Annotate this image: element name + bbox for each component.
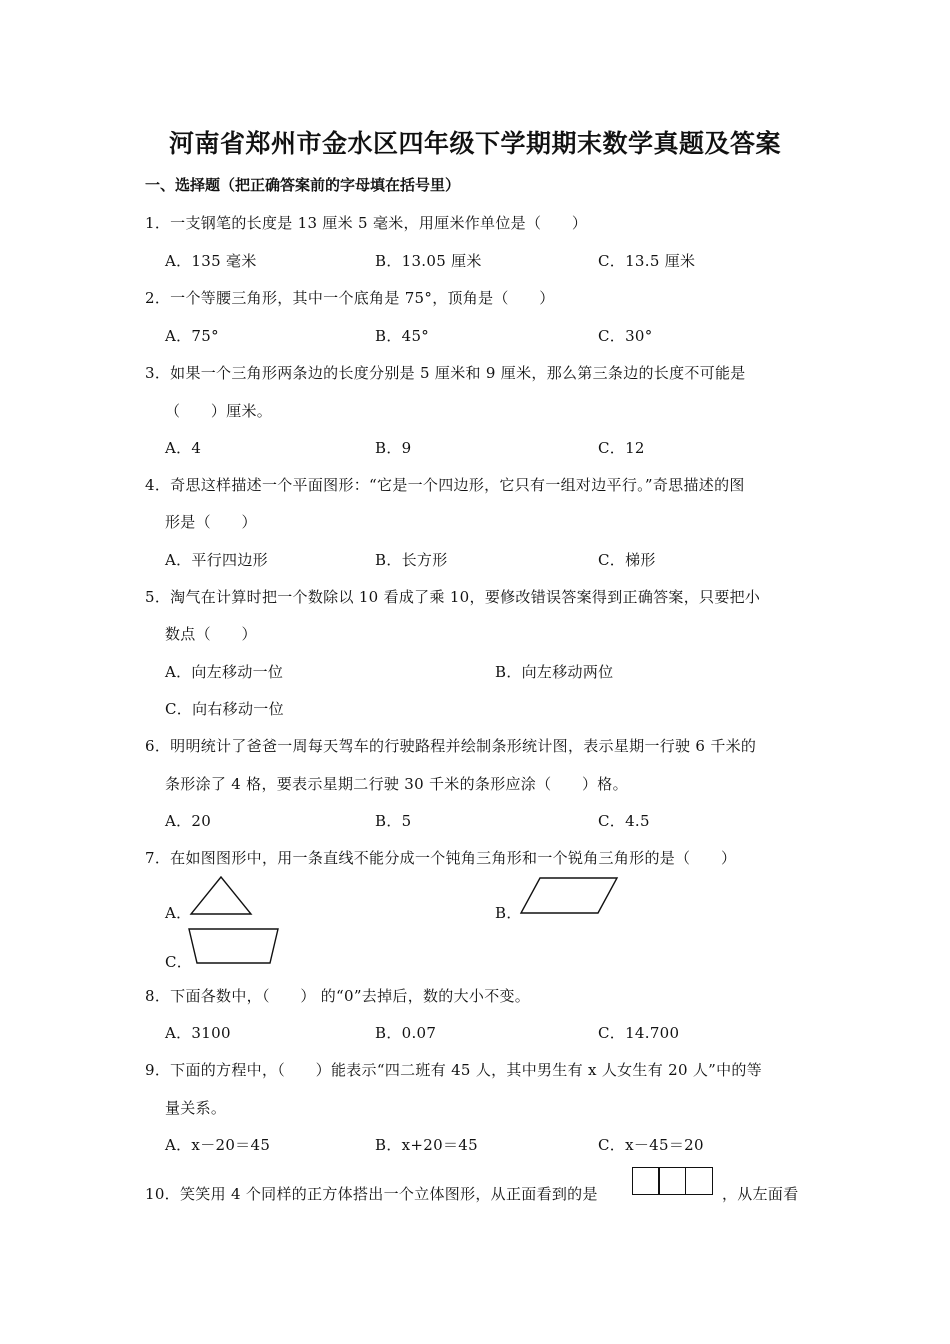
front-view-cell <box>658 1167 686 1195</box>
q8-option-b[interactable]: B．0.07 <box>375 1024 437 1042</box>
q5-option-a[interactable]: A．向左移动一位 <box>165 663 284 681</box>
q5-option-c[interactable]: C．向右移动一位 <box>165 700 284 718</box>
page-title: 河南省郑州市金水区四年级下学期期末数学真题及答案 <box>168 129 781 158</box>
q3-option-b[interactable]: B．9 <box>375 439 412 457</box>
question-9-cont: 量关系。 <box>165 1099 227 1117</box>
front-view-cell <box>685 1167 713 1195</box>
trapezoid-icon <box>186 926 282 966</box>
parallelogram-icon <box>518 876 620 916</box>
q5-option-b[interactable]: B．向左移动两位 <box>495 663 614 681</box>
question-1: 1．一支钢笔的长度是 13 厘米 5 毫米，用厘米作单位是（ ） <box>145 214 588 232</box>
q1-option-a[interactable]: A．135 毫米 <box>165 252 257 270</box>
q1-option-b[interactable]: B．13.05 厘米 <box>375 252 482 270</box>
question-5-cont: 数点（ ） <box>165 625 257 643</box>
question-5: 5．淘气在计算时把一个数除以 10 看成了乘 10，要修改错误答案得到正确答案，只要把小 <box>145 588 761 606</box>
question-4-cont: 形是（ ） <box>165 513 257 531</box>
question-3-cont: （ ）厘米。 <box>165 402 273 420</box>
question-10: 10．笑笑用 4 个同样的正方体搭出一个立体图形，从正面看到的是 <box>145 1185 598 1203</box>
q9-option-b[interactable]: B．x+20＝45 <box>375 1136 478 1154</box>
question-9: 9．下面的方程中，（ ）能表示“四二班有 45 人，其中男生有 x 人女生有 20 人”中的等 <box>145 1061 763 1079</box>
q7-option-a[interactable]: A． <box>165 904 192 922</box>
section-header: 一、选择题（把正确答案前的字母填在括号里） <box>145 176 461 194</box>
question-2: 2．一个等腰三角形，其中一个底角是 75°，顶角是（ ） <box>145 289 555 307</box>
q4-option-a[interactable]: A．平行四边形 <box>165 551 268 569</box>
q2-option-a[interactable]: A．75° <box>165 327 219 345</box>
q4-option-b[interactable]: B．长方形 <box>375 551 448 569</box>
question-7: 7．在如图图形中，用一条直线不能分成一个钝角三角形和一个锐角三角形的是（ ） <box>145 849 737 867</box>
q7-option-c[interactable]: C． <box>165 953 193 971</box>
question-6-cont: 条形涂了 4 格，要表示星期二行驶 30 千米的条形应涂（ ）格。 <box>165 775 628 793</box>
triangle-icon <box>188 875 254 917</box>
q6-option-c[interactable]: C．4.5 <box>598 812 650 830</box>
q2-option-c[interactable]: C．30° <box>598 327 653 345</box>
q7-option-b[interactable]: B． <box>495 904 522 922</box>
q2-option-b[interactable]: B．45° <box>375 327 430 345</box>
question-3: 3．如果一个三角形两条边的长度分别是 5 厘米和 9 厘米，那么第三条边的长度不可能是 <box>145 364 746 382</box>
question-10-cont: ，从左面看 <box>722 1185 799 1203</box>
q3-option-c[interactable]: C．12 <box>598 439 645 457</box>
front-view-icon <box>633 1167 713 1195</box>
question-8: 8．下面各数中，（ ） 的“0”去掉后，数的大小不变。 <box>145 987 531 1005</box>
front-view-cell <box>632 1167 660 1195</box>
q3-option-a[interactable]: A．4 <box>165 439 202 457</box>
question-6: 6．明明统计了爸爸一周每天驾车的行驶路程并绘制条形统计图，表示星期一行驶 6 千米的 <box>145 737 757 755</box>
q4-option-c[interactable]: C．梯形 <box>598 551 656 569</box>
question-4: 4．奇思这样描述一个平面图形：“它是一个四边形，它只有一组对边平行。”奇思描述的图 <box>145 476 745 494</box>
q6-option-b[interactable]: B．5 <box>375 812 412 830</box>
q8-option-a[interactable]: A．3100 <box>165 1024 231 1042</box>
q9-option-a[interactable]: A．x－20＝45 <box>165 1136 271 1154</box>
q9-option-c[interactable]: C．x－45＝20 <box>598 1136 704 1154</box>
q6-option-a[interactable]: A．20 <box>165 812 212 830</box>
q8-option-c[interactable]: C．14.700 <box>598 1024 680 1042</box>
q1-option-c[interactable]: C．13.5 厘米 <box>598 252 696 270</box>
